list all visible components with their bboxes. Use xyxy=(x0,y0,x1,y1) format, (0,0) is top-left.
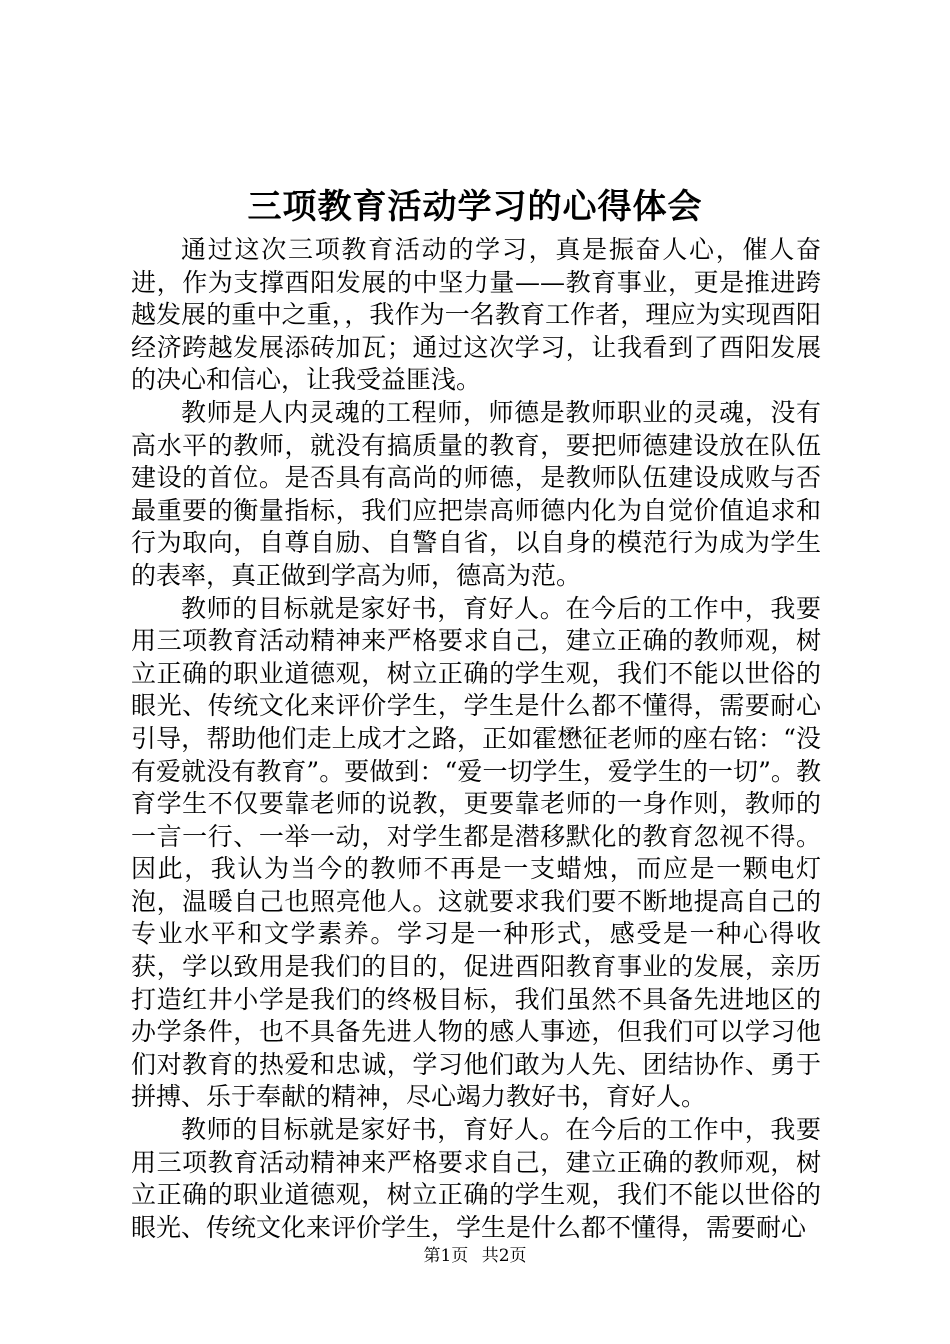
page-number-current: 第1页 xyxy=(423,1246,469,1266)
page-footer xyxy=(0,1244,950,1268)
paragraph: 教师是人内灵魂的工程师，师德是教师职业的灵魂，没有高水平的教师，就没有搞质量的教育，要把师德建设放在队伍建设的首位。是否具有高尚的师德，是教师队伍建设成败与否最重要的衡量指标，我们应把崇高师德内化为自觉价值追求和行为取向，自尊自励、自警自省，以自身的模范行为成为学生的表率，真正做到学高为师，德高为范。 xyxy=(131,397,821,590)
paragraph: 教师的目标就是家好书，育好人。在今后的工作中，我要用三项教育活动精神来严格要求自己，建立正确的教师观，树立正确的职业道德观，树立正确的学生观，我们不能以世俗的眼光、传统文化来评价学生，学生是什么都不懂得，需要耐心引导，帮助他们走上成才之路，正如霍懋征老师的座右铭：“没有爱就没有教育”。要做到：“爱一切学生，爱学生的一切”。教育学生不仅要靠老师的说教，更要靠老师的一身作则，教师的一言一行、一举一动，对学生都是潜移默化的教育忽视不得。因此，我认为当今的教师不再是一支蜡烛，而应是一颗电灯泡，温暖自己也照亮他人。这就要求我们要不断地提高自己的专业水平和文学素养。学习是一种形式，感受是一种心得收获，学以致用是我们的目的，促进酉阳教育事业的发展，亲历打造红井小学是我们的终极目标，我们虽然不具备先进地区的办学条件，也不具备先进人物的感人事迹，但我们可以学习他们对教育的热爱和忠诚，学习他们敢为人先、团结协作、勇于拼搏、乐于奉献的精神，尽心竭力教好书，育好人。 xyxy=(131,593,821,1112)
paragraph: 教师的目标就是家好书，育好人。在今后的工作中，我要用三项教育活动精神来严格要求自己，建立正确的教师观，树立正确的职业道德观，树立正确的学生观，我们不能以世俗的眼光、传统文化来评价学生，学生是什么都不懂得，需要耐心 xyxy=(131,1115,821,1242)
document-body xyxy=(131,234,821,1244)
document-title: 三项教育活动学习的心得体会 xyxy=(247,187,703,227)
paragraph: 通过这次三项教育活动的学习，真是振奋人心，催人奋进，作为支撑酉阳发展的中坚力量——教育事业，更是推进跨越发展的重中之重，，我作为一名教育工作者，理应为实现酉阳经济跨越发展添砖加瓦；通过这次学习，让我看到了酉阳发展的决心和信心，让我受益匪浅。 xyxy=(131,235,821,395)
page-number-total: 共2页 xyxy=(481,1246,527,1266)
